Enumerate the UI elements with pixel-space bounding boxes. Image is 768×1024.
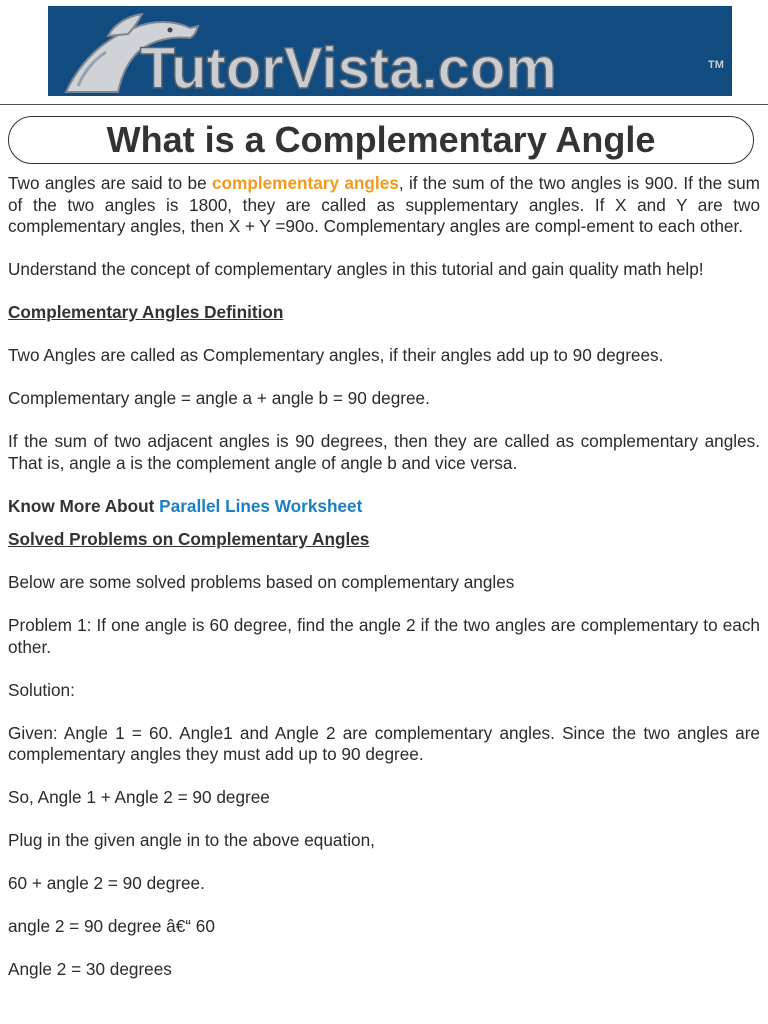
definition-formula: Complementary angle = angle a + angle b = 90 degree. [8, 388, 430, 408]
intro-text-end: , if the sum of the two angles is 900. If the sum of the two angles is 1800, they are called as supplementary angles. If X and Y are two complementary angles, then X + Y =90o. Complementary angles are compl-ement to each other. [8, 173, 760, 236]
title-box [8, 116, 754, 164]
solution-label: Solution: [8, 679, 75, 700]
solution-step-1: So, Angle 1 + Angle 2 = 90 degree [8, 787, 270, 807]
brand-text: TutorVista.com [140, 36, 557, 96]
understand-paragraph: Understand the concept of complementary angles in this tutorial and gain quality math help! [8, 259, 704, 279]
solution-step-4: angle 2 = 90 degree â€“ 60 [8, 916, 215, 936]
solution-step-2: Plug in the given angle in to the above equation, [8, 830, 375, 850]
trademark-text: TM [708, 59, 724, 71]
intro-paragraph [8, 173, 760, 238]
problem-1: Problem 1: If one angle is 60 degree, find the angle 2 if the two angles are complementary to each other. [8, 615, 760, 657]
definition-paragraph-1: Two Angles are called as Complementary angles, if their angles add up to 90 degrees. [8, 345, 664, 365]
solved-intro: Below are some solved problems based on complementary angles [8, 572, 515, 592]
solution-step-3: 60 + angle 2 = 90 degree. [8, 873, 205, 893]
definition-heading: Complementary Angles Definition [8, 302, 284, 322]
solved-problems-heading: Solved Problems on Complementary Angles [8, 529, 370, 549]
complementary-angles-link[interactable]: complementary angles [212, 173, 399, 193]
page-title: What is a Complementary Angle [106, 119, 656, 160]
tutorvista-banner[interactable] [48, 6, 732, 96]
solution-step-5: Angle 2 = 30 degrees [8, 959, 172, 979]
header-divider [0, 104, 768, 105]
intro-text-start: Two angles are said to be [8, 173, 212, 193]
parallel-lines-worksheet-link[interactable]: Parallel Lines Worksheet [159, 495, 363, 516]
article-body [8, 173, 760, 1002]
know-more-label: Know More About [8, 495, 160, 516]
solution-given: Given: Angle 1 = 60. Angle1 and Angle 2 are complementary angles. Since the two angles are complementary angles they must add up to 90 degree. [8, 722, 760, 764]
definition-paragraph-3: If the sum of two adjacent angles is 90 degrees, then they are called as complementary angles. That is, angle a is the complement angle of angle b and vice versa. [8, 431, 760, 473]
know-more-line [8, 496, 760, 518]
